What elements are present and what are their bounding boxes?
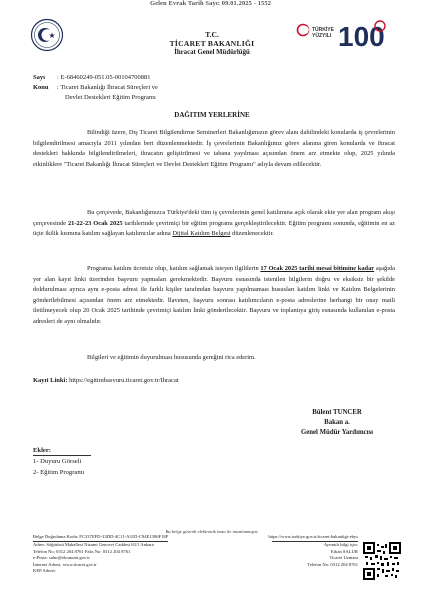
footer-contact-left — [33, 534, 168, 575]
meta-konu — [33, 84, 158, 91]
registration-link-line — [33, 377, 179, 384]
signature-block — [282, 408, 392, 438]
address: Adres: Söğütözü Mahallesi Nizami Gencevi Caddesi 63/1 Ankara — [33, 541, 168, 549]
paragraph-1-text: Bilindiği üzere, Dış Ticaret Bilgilendirme Seminerleri Bakanlığımızın görev alanı dahilindeki konularda iş çevrelerinin bilgilendirilmesi amacıyla 2011 yılından beri düzenlenmektedir. İş çevrelerinin Bakanlığımız görev alanına giren konularda ve ihracat destekleri hakkında bilgilendirilmeleri, ihracatın geliştirilmesi ve tabana yayılması açısından önem arz etmekte olup, 2025 yılında etkinliklere "Ticaret Bakanlığı İhracat Süreçleri ve Devlet Destekleri Eğitim Programı" adıyla devam edilecektir. — [33, 129, 395, 168]
footer-contact-right — [268, 534, 358, 568]
email[interactable]: e-Posta: salur@ekonomi.gov.tr — [33, 555, 90, 561]
svg-text:TÜRKİYE: TÜRKİYE — [312, 27, 334, 33]
paragraph-1 — [33, 128, 395, 170]
attachments-title: Ekler: — [33, 447, 51, 454]
paragraph-2-text-e: düzenlenecektir. — [230, 230, 274, 237]
website[interactable]: İnternet Adresi: www.ticaret.gov.tr — [33, 561, 97, 567]
e-signature-note: Bu belge güvenli elektronik imza ile imzalanmıştır. — [165, 529, 259, 534]
verification-code: Belge Doğrulama Kodu: FC337EFD-33DD-4C11-A31D-C94E1396F18F — [33, 534, 169, 539]
header-department: İhracat Genel Müdürlüğü — [174, 49, 250, 56]
svg-text:100: 100 — [338, 21, 385, 52]
header-tc: T.C. — [205, 30, 219, 39]
paragraph-2-text-a: Bu çerçevede, Bakanlığımızca Türkiye'deki tüm iş çevrelerinin genel katılımına açık olarak ekte yer alan program akışı çerçevesinde — [33, 209, 395, 227]
incoming-document-stamp: Gelen Evrak Tarih Sayı: 09.01.2025 - 1552 — [150, 0, 272, 7]
verification-url[interactable]: https://www.turkiye.gov.tr/ticaret-bakanligi-ebys — [268, 534, 358, 539]
digital-certificate-text: Dijital Katılım Belgesi — [172, 230, 231, 237]
qr-code-icon — [363, 542, 401, 580]
signatory-title-2: Genel Müdür Yardımcısı — [300, 429, 374, 436]
kep-address: KEP Adresi: — [33, 568, 56, 574]
contact-phone: Telefon No: 0312 204 8761 — [307, 561, 358, 567]
registration-link-url[interactable]: https://egitimbasvuru.ticaret.gov.tr/Ihracat — [69, 377, 179, 384]
attachments-divider — [33, 455, 91, 456]
registration-link-label: Kayıt Linki: — [33, 377, 68, 384]
konu-value-line2: Devlet Destekleri Eğitim Programı — [65, 94, 156, 101]
sayi-value: : E-68460249-051.05-00104700881 — [57, 74, 151, 81]
distribution-heading: DAĞITIM YERLERİNE — [174, 111, 250, 119]
signatory-title-1: Bakan a. — [324, 419, 350, 426]
phone-fax: Telefon No: 0312 204 8761 Faks No: 0312 204 8761 — [33, 548, 131, 554]
svg-text:YÜZYILI: YÜZYILI — [312, 33, 332, 39]
meta-sayi — [33, 74, 151, 81]
signatory-name: Bülent TUNCER — [312, 409, 362, 416]
attachment-item[interactable]: 1- Duyuru Görseli — [33, 458, 82, 465]
paragraph-2 — [33, 208, 395, 240]
sayi-label: Sayı — [33, 74, 45, 81]
training-dates: 21-22-23 Ocak 2025 — [67, 219, 123, 227]
paragraph-3 — [33, 264, 395, 327]
header-ministry: TİCARET BAKANLIĞI — [169, 39, 255, 48]
paragraph-3-text-a: Programa katılım ücretsiz olup, katılım sağlamak isteyen ilgililerin — [87, 265, 261, 272]
paragraph-2-text-c: tarihlerinde çevrimiçi bir eğitim programı gerçekleştirilecektir. Eğitim programı sonunda, eğitimin en az üçte ikilik kısmına katılım sağlayan katılımcılar adına — [33, 219, 396, 237]
attachment-item[interactable]: 2- Eğitim Programı — [33, 469, 85, 476]
paragraph-4 — [33, 353, 395, 364]
application-deadline: 17 Ocak 2025 tarihi mesai bitimine kadar — [260, 265, 375, 272]
paragraph-3-text-c: aşağıda yer alan kayıt linki üzerinden başvuru yapmaları gerekmektedir. Başvuru esnasında istenilen bilgilerin doğru ve eksiksiz bir şekilde doldurulması ayrıca aynı e-posta adresi ile farklı kişiler tarafından başvuru yapılmaması hususları katılım linki ve Katılım Belgelerinin gönderilebilmesi açısından önem arz etmektedir. İlaveten, başvuru sonrası katılımcıların e-posta adreslerine herhangi bir onay maili iletilmeyecek olup 20 Ocak 2025 tarihinde çevrimiçi katılım linki gönderilecektir. Başvuru ve toplantıya giriş esnasında kullanılan e-posta adresleri de aynı olmalıdır. — [33, 265, 396, 325]
contact-title: Ticaret Uzmanı — [329, 555, 358, 561]
more-info-label: Ayrıntılı bilgi için: — [272, 541, 358, 549]
attachments — [33, 445, 84, 478]
konu-label: Konu — [33, 84, 49, 91]
konu-value-line1: : Ticaret Bakanlığı İhracat Süreçleri ve — [57, 84, 158, 91]
contact-person: Erkan SALUR — [330, 548, 358, 554]
paragraph-4-text: Bilgileri ve eğitimin duyurulması hususunda gereğini rica ederim. — [87, 354, 256, 361]
